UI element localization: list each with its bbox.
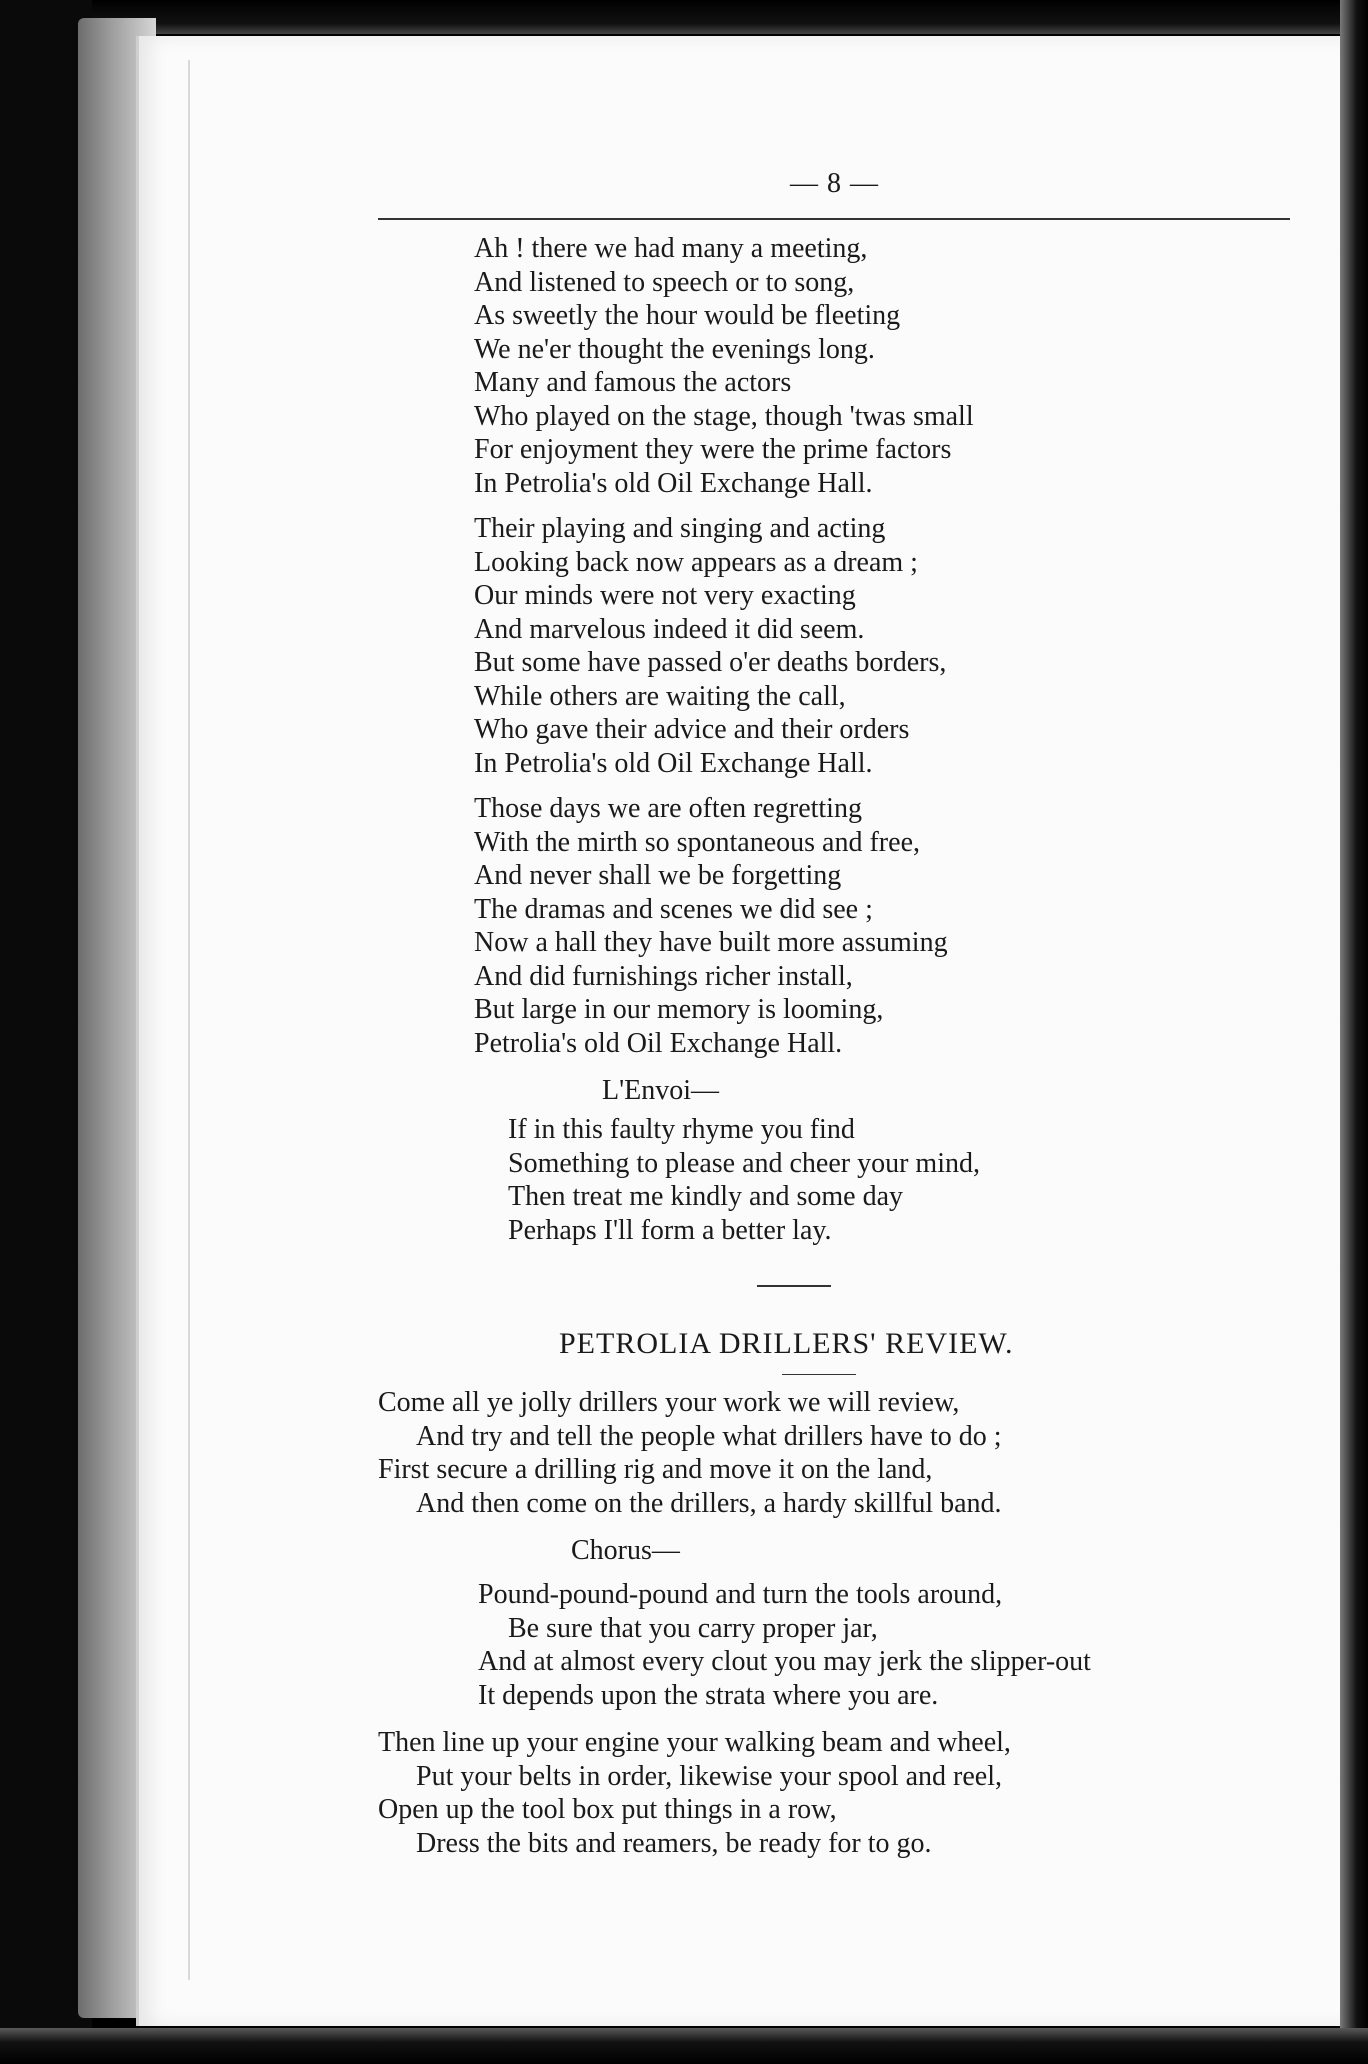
verse-line: While others are waiting the call,: [474, 680, 846, 712]
section-divider: [757, 1285, 831, 1287]
verse-line: Who played on the stage, though 'twas small: [474, 400, 974, 432]
verse-line: With the mirth so spontaneous and free,: [474, 826, 920, 858]
verse-line: Ah ! there we had many a meeting,: [474, 233, 868, 264]
binding-crease: [188, 60, 190, 1980]
verse-line: Pound-pound-pound and turn the tools around,: [478, 1579, 1003, 1610]
verse-line: And listened to speech or to song,: [474, 266, 855, 298]
verse-line: Who gave their advice and their orders: [474, 714, 910, 745]
poem1-stanza2: [474, 512, 946, 780]
scan-right-border: [1340, 0, 1368, 2064]
poem2-stanza1: [378, 1386, 1002, 1520]
verse-line: If in this faulty rhyme you find: [508, 1114, 855, 1145]
verse-line: And never shall we be forgetting: [474, 860, 842, 891]
verse-line: And try and tell the people what drillers have to do ;: [416, 1420, 1002, 1452]
page-number: — 8 —: [790, 168, 879, 199]
verse-line: Be sure that you carry proper jar,: [508, 1612, 878, 1644]
verse-line: Then line up your engine your walking beam and wheel,: [378, 1727, 1011, 1758]
chorus-stanza: [478, 1578, 1091, 1712]
verse-line: Put your belts in order, likewise your spool and reel,: [416, 1760, 1002, 1792]
verse-line: In Petrolia's old Oil Exchange Hall.: [474, 467, 873, 499]
verse-line: Dress the bits and reamers, be ready for to go.: [416, 1827, 932, 1859]
poem2-stanza2: [378, 1726, 1011, 1860]
verse-line: Something to please and cheer your mind,: [508, 1147, 980, 1179]
verse-line: And marvelous indeed it did seem.: [474, 613, 865, 645]
verse-line: Many and famous the actors: [474, 367, 792, 398]
verse-line: Now a hall they have built more assuming: [474, 927, 948, 958]
verse-line: As sweetly the hour would be fleeting: [474, 300, 901, 331]
chorus-heading: Chorus—: [571, 1535, 680, 1566]
title-underline: [782, 1374, 856, 1375]
verse-line: Our minds were not very exacting: [474, 580, 856, 611]
verse-line: Their playing and singing and acting: [474, 513, 886, 544]
verse-line: The dramas and scenes we did see ;: [474, 893, 873, 925]
verse-line: And did furnishings richer install,: [474, 960, 853, 992]
verse-line: Come all ye jolly drillers your work we will review,: [378, 1387, 960, 1418]
scan-bottom-border: [0, 2028, 1368, 2064]
verse-line: And at almost every clout you may jerk the slipper-out: [478, 1646, 1091, 1677]
verse-line: Then treat me kindly and some day: [508, 1181, 903, 1212]
verse-line: But some have passed o'er deaths borders,: [474, 647, 947, 678]
verse-line: We ne'er thought the evenings long.: [474, 333, 875, 365]
envoi-stanza: [508, 1113, 980, 1247]
verse-line: Perhaps I'll form a better lay.: [508, 1214, 832, 1246]
verse-line: It depends upon the strata where you are.: [478, 1679, 939, 1711]
header-rule: [378, 218, 1290, 220]
verse-line: Looking back now appears as a dream ;: [474, 546, 918, 578]
verse-line: And then come on the drillers, a hardy skillful band.: [416, 1487, 1002, 1519]
envoi-heading: L'Envoi—: [602, 1075, 720, 1106]
poem1-stanza1: [474, 232, 974, 500]
verse-line: Open up the tool box put things in a row,: [378, 1794, 837, 1825]
verse-line: Those days we are often regretting: [474, 793, 862, 824]
poem-title: PETROLIA DRILLERS' REVIEW.: [559, 1327, 1014, 1360]
verse-line: For enjoyment they were the prime factors: [474, 434, 952, 465]
verse-line: In Petrolia's old Oil Exchange Hall.: [474, 747, 873, 779]
scan-top-border: [0, 0, 1368, 34]
verse-line: First secure a drilling rig and move it on the land,: [378, 1454, 933, 1485]
verse-line: But large in our memory is looming,: [474, 994, 884, 1025]
verse-line: Petrolia's old Oil Exchange Hall.: [474, 1027, 843, 1059]
poem1-stanza3: [474, 792, 948, 1060]
